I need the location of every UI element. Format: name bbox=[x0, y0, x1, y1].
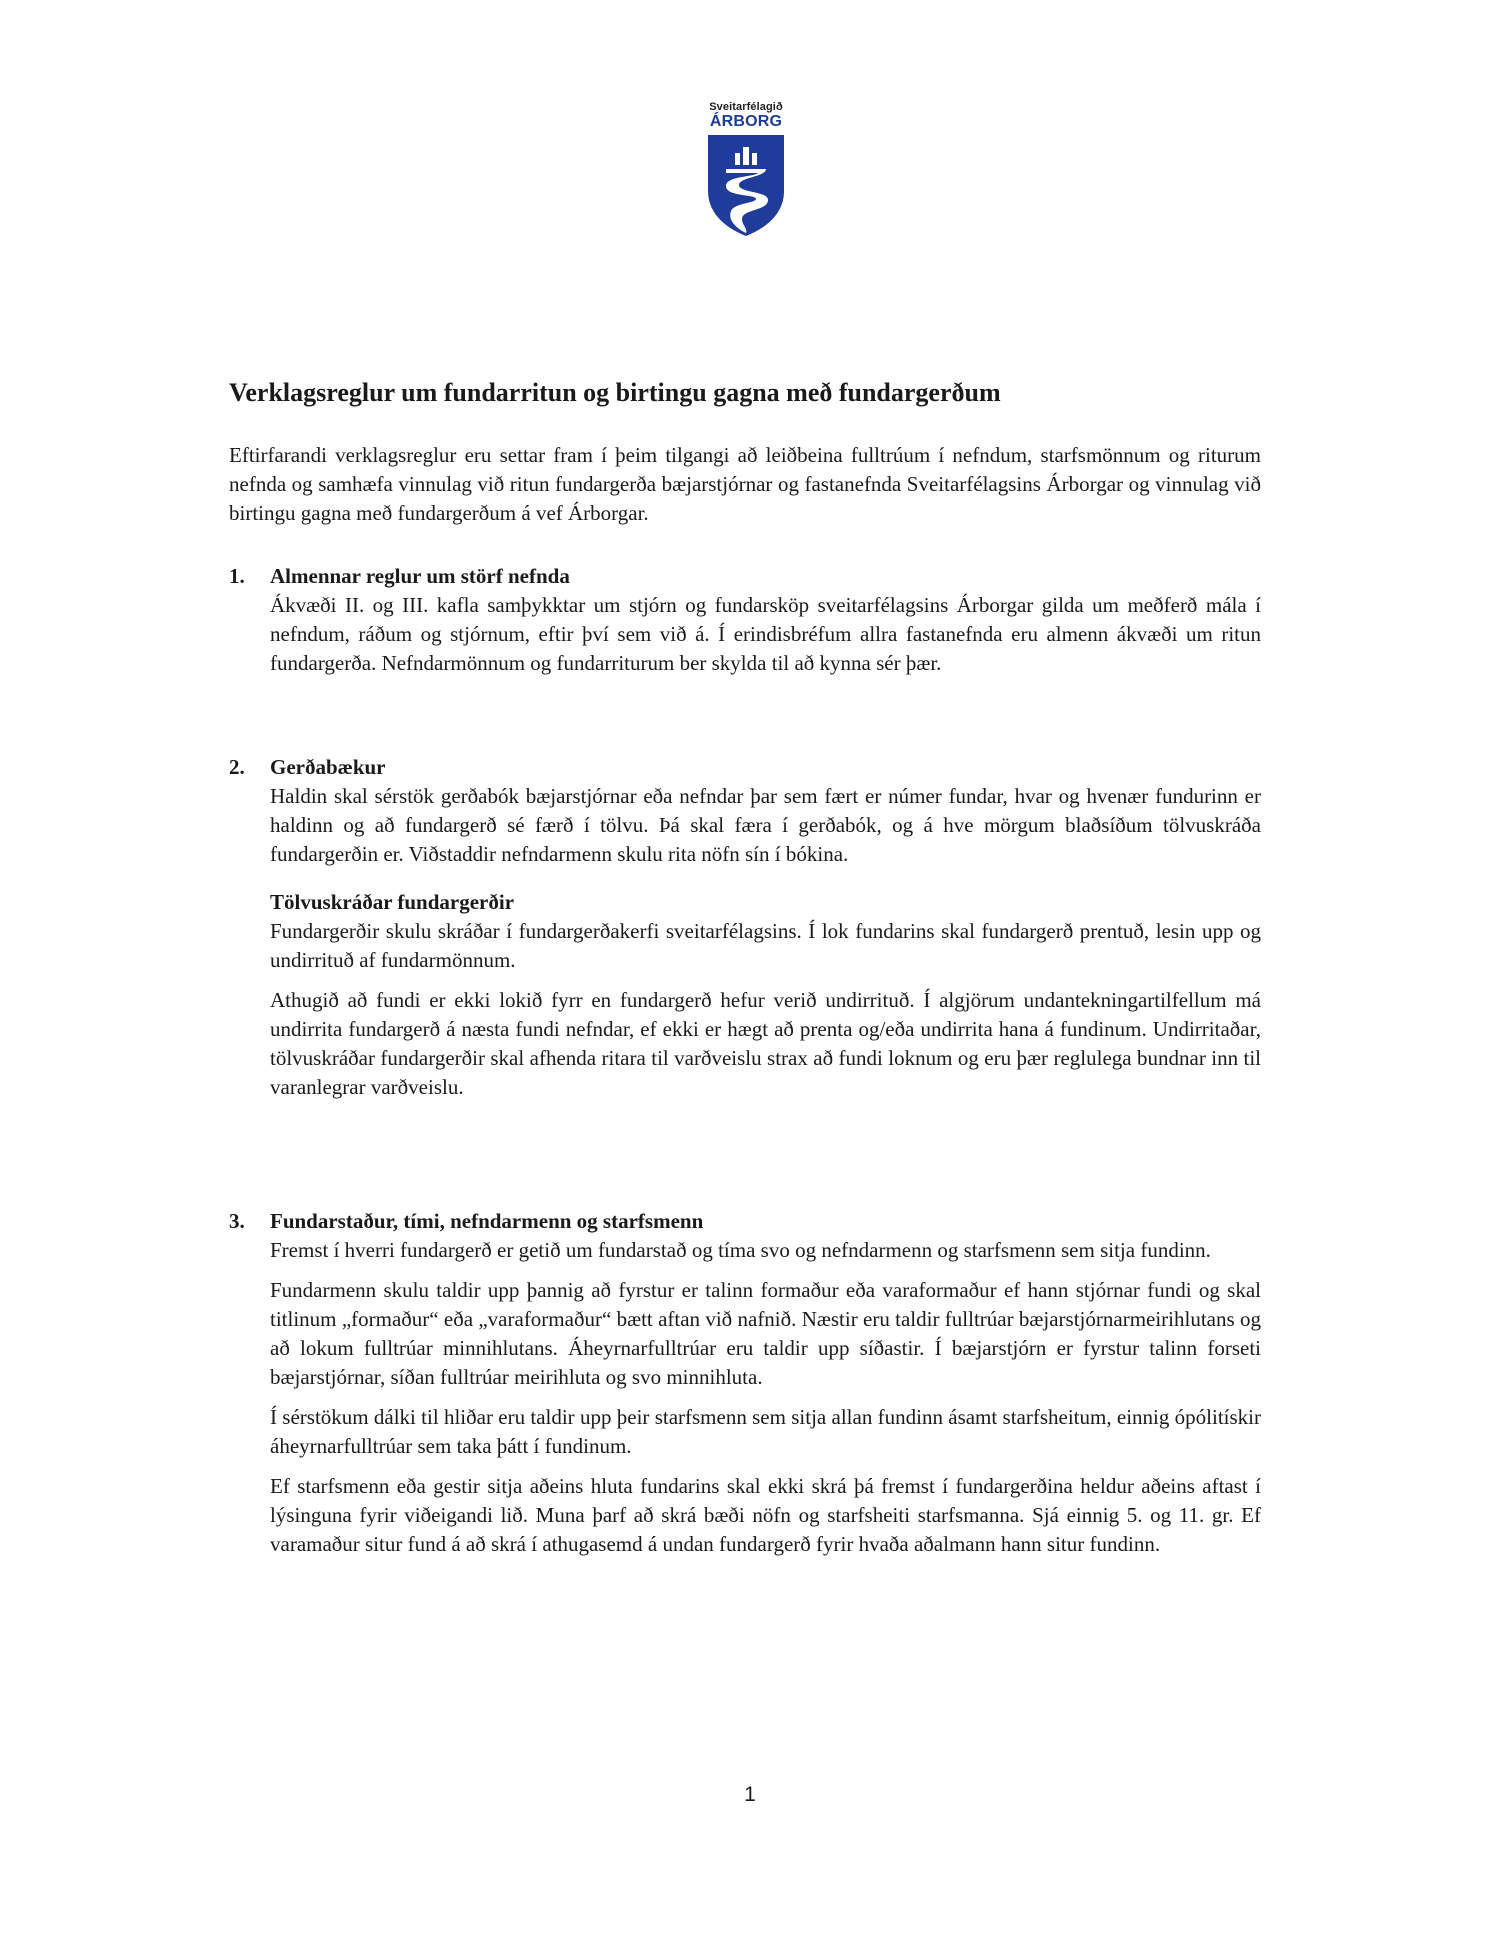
subsection-title: Tölvuskráðar fundargerðir bbox=[270, 890, 515, 914]
section-paragraph: Ef starfsmenn eða gestir sitja aðeins hluta fundarins skal ekki skrá þá fremst í fundargerðina heldur aðeins aftast í lýsinguna fyrir viðeigandi lið. Muna þarf að skrá bæði nöfn og starfsheiti starfsmanna. Sjá einnig 5. og 11. gr. Ef varamaður situr fund á að skrá í athugasemd á undan fundargerð fyrir hvaða aðalmann hann situr fundinn. bbox=[270, 1474, 1261, 1556]
section-3 bbox=[229, 1207, 1261, 1559]
document-title: Verklagsreglur um fundarritun og birtingu gagna með fundargerðum bbox=[229, 378, 1001, 407]
subsection-paragraph: Fundargerðir skulu skráðar í fundargerðakerfi sveitarfélagsins. Í lok fundarins skal fundargerð prentuð, lesin upp og undirrituð af fundarmönnum. bbox=[270, 919, 1261, 972]
section-paragraph: Haldin skal sérstök gerðabók bæjarstjórnar eða nefndar þar sem fært er númer fundar, hvar og hvenær fundurinn er haldinn og að fundargerð sé færð í tölvu. Þá skal færa í gerðabók, og á hve mörgum blaðsíðum tölvuskráða fundargerðin er. Viðstaddir nefndarmenn skulu rita nöfn sín í bókina. bbox=[270, 784, 1261, 866]
logo-subtitle: Sveitarfélagið bbox=[709, 101, 783, 113]
section-title: Almennar reglur um störf nefnda bbox=[270, 564, 570, 588]
coat-of-arms-icon bbox=[706, 133, 786, 237]
intro-paragraph: Eftirfarandi verklagsreglur eru settar fram í þeim tilgangi að leiðbeina fulltrúum í nefndum, starfsmönnum og riturum nefnda og samhæfa vinnulag við ritun fundargerða bæjarstjórnar og fastanefnda Sveitarfélagsins Árborgar og vinnulag við birtingu gagna með fundargerðum á vef Árborgar. bbox=[229, 443, 1261, 525]
page-number: 1 bbox=[744, 1783, 756, 1806]
section-paragraph: Fundarmenn skulu taldir upp þannig að fyrstur er talinn formaður eða varaformaður ef hann stjórnar fundi og skal titlinum „formaður“ eða „varaformaður“ bætt aftan við nafnið. Næstir eru taldir fulltrúar bæjarstjórnarmeirihlutans og að lokum fulltrúar minnihlutans. Áheyrnarfulltrúar eru taldir upp síðastir. Í bæjarstjórn er fyrstur talinn forseti bæjarstjórnar, síðan fulltrúar meirihluta og svo minnihluta. bbox=[270, 1278, 1261, 1389]
arborg-logo bbox=[705, 101, 787, 237]
section-paragraph: Ákvæði II. og III. kafla samþykktar um stjórn og fundarsköp sveitarfélagsins Árborgar gilda um meðferð mála í nefndum, ráðum og stjórnum, eftir því sem við á. Í erindisbréfum allra fastanefnda eru almenn ákvæði um ritun fundargerða. Nefndarmönnum og fundarriturum ber skylda til að kynna sér þær. bbox=[270, 593, 1261, 675]
subsection-paragraph: Athugið að fundi er ekki lokið fyrr en fundargerð hefur verið undirrituð. Í algjörum undantekningartilfellum má undirrita fundargerð á næsta fundi nefndar, ef ekki er hægt að prenta og/eða undirrita hana á fundinum. Undirritaðar, tölvuskráðar fundargerðir skal afhenda ritara til varðveislu strax að fundi loknum og eru þær reglulega bundnar inn til varanlegrar varðveislu. bbox=[270, 988, 1261, 1099]
section-number: 2. bbox=[229, 755, 245, 779]
logo-name: ÁRBORG bbox=[709, 113, 783, 130]
section-paragraph: Í sérstökum dálki til hliðar eru taldir upp þeir starfsmenn sem sitja allan fundinn ásamt starfsheitum, einnig ópólitískir áheyrnarfulltrúar sem taka þátt í fundinum. bbox=[270, 1405, 1261, 1458]
section-2 bbox=[229, 753, 1261, 1102]
section-1 bbox=[229, 562, 1261, 678]
section-number: 3. bbox=[229, 1209, 245, 1233]
section-paragraph: Fremst í hverri fundargerð er getið um fundarstað og tíma svo og nefndarmenn og starfsmenn sem sitja fundinn. bbox=[270, 1238, 1211, 1262]
section-number: 1. bbox=[229, 564, 245, 588]
section-title: Gerðabækur bbox=[270, 755, 386, 779]
section-title: Fundarstaður, tími, nefndarmenn og starfsmenn bbox=[270, 1209, 704, 1233]
